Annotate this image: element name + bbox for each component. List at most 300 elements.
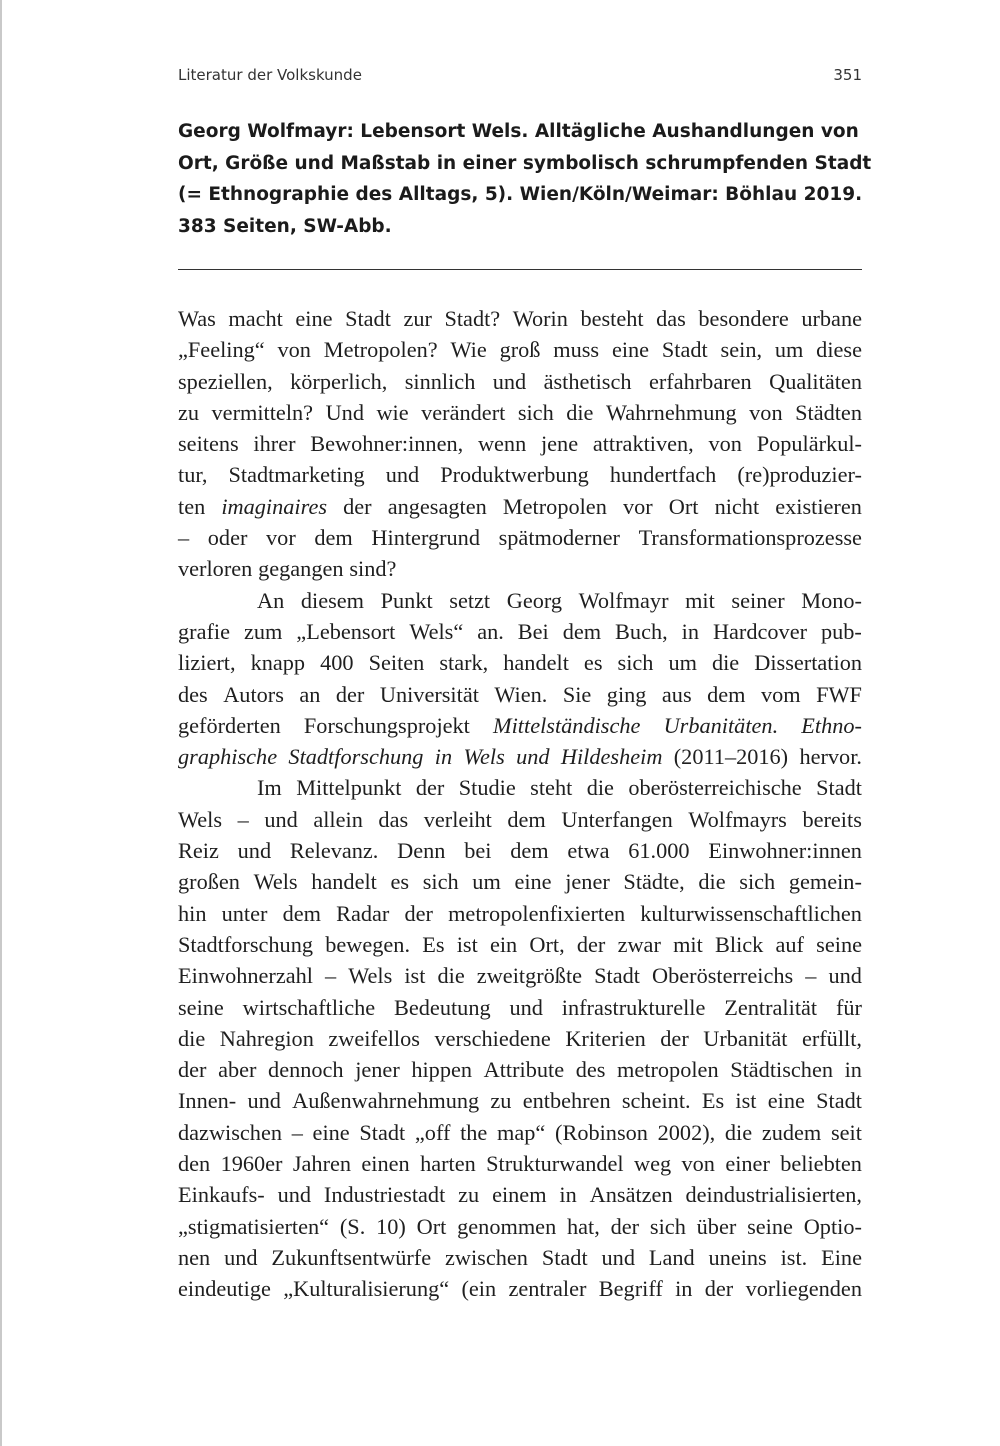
word: dennoch	[268, 1057, 344, 1083]
word: Mono-	[801, 587, 862, 613]
separator-rule	[178, 269, 862, 270]
word: seine	[178, 994, 224, 1020]
word: Land	[648, 1244, 695, 1270]
word: Blick	[715, 931, 764, 957]
word: Stadt	[541, 1244, 588, 1270]
italic-word: imaginaires	[221, 493, 328, 519]
word: Was	[178, 306, 216, 331]
word: muss	[553, 337, 600, 363]
word: die	[586, 775, 614, 801]
word: urbane	[801, 306, 862, 331]
word: aber	[218, 1057, 257, 1083]
word: eine	[295, 306, 333, 331]
word: es	[390, 869, 410, 895]
word: körperlich,	[290, 368, 388, 394]
word: knapp	[250, 650, 306, 676]
word: erfüllt,	[801, 1025, 862, 1051]
citation-line: Ort, Größe und Maßstab in einer symbolisch schrumpfenden Stadt	[178, 152, 872, 174]
word: Buch,	[615, 618, 668, 644]
word: verloren	[178, 556, 253, 582]
word: Einkaufs-	[178, 1182, 265, 1208]
word: der	[704, 1276, 734, 1302]
word: Autors	[223, 681, 284, 707]
word: Sie	[562, 681, 592, 707]
word: der	[335, 681, 365, 707]
word: einer	[725, 1151, 770, 1177]
word: Nahregion	[219, 1025, 314, 1051]
word: kulturwissenschaftlichen	[640, 900, 862, 926]
word: vom	[760, 681, 801, 707]
word: Mittelpunkt	[296, 775, 402, 801]
word: vermitteln?	[211, 399, 314, 425]
word: wie	[376, 399, 409, 425]
body-line	[178, 616, 862, 647]
word: Metropolen?	[323, 337, 438, 363]
word: Städten	[795, 399, 862, 425]
word: hundertfach	[609, 462, 717, 488]
word: Hardcover	[712, 618, 808, 644]
word: „Kulturalisierung“	[283, 1276, 450, 1302]
word: ein	[489, 931, 518, 957]
word: den	[178, 1151, 211, 1177]
word: deindustrialisierten,	[685, 1182, 862, 1208]
book-citation	[178, 116, 872, 242]
word: etwa	[567, 838, 610, 864]
word: und	[277, 1182, 312, 1208]
word: Wels	[348, 963, 393, 989]
word: Ort,	[529, 931, 565, 957]
italic-word: Stadtforschung	[288, 744, 424, 770]
italic-word: Mittelständische	[493, 712, 641, 738]
word: für	[835, 994, 862, 1020]
body-line	[178, 553, 862, 584]
word: setzt	[449, 587, 491, 613]
body-line	[178, 679, 862, 710]
word: „Feeling“	[178, 337, 265, 363]
word: Wels	[178, 806, 223, 832]
word: der	[576, 931, 606, 957]
word: (2011–2016)	[673, 744, 789, 770]
word: eindeutige	[178, 1276, 271, 1302]
italic-word: Hildesheim	[560, 744, 663, 770]
word: wenn	[477, 431, 527, 457]
word: bewegen.	[325, 931, 411, 957]
word: Forschungsprojekt	[303, 712, 470, 738]
word: „Lebensort	[296, 618, 396, 644]
word: verschiedene	[434, 1025, 551, 1051]
word: zwar	[617, 931, 661, 957]
body-line	[178, 1273, 862, 1304]
word: Wien.	[494, 681, 548, 707]
word: handelt	[503, 650, 569, 676]
body-line	[178, 929, 862, 960]
word: Transformationsprozesse	[638, 525, 862, 551]
body-line	[178, 1148, 862, 1179]
body-line	[178, 585, 862, 616]
word: seine	[747, 1213, 793, 1239]
word: harten	[420, 1151, 476, 1177]
word: Seiten	[368, 650, 425, 676]
word: zweitgrößte	[476, 963, 583, 989]
word: eine	[767, 1088, 805, 1114]
word: erfahrbaren	[648, 368, 752, 394]
word: mit	[673, 931, 703, 957]
word: Innen-	[178, 1088, 237, 1114]
word: mit	[685, 587, 715, 613]
word: dem	[707, 681, 746, 707]
word: Dissertation	[754, 650, 862, 676]
body-line	[178, 334, 862, 365]
word: die	[178, 1025, 206, 1051]
word: eine	[611, 337, 650, 363]
word: und	[509, 994, 543, 1020]
body-line	[178, 1117, 862, 1148]
body-line	[178, 960, 862, 991]
word: einem	[492, 1182, 547, 1208]
word: Georg	[506, 587, 563, 613]
running-head	[178, 66, 862, 88]
word: 10)	[376, 1213, 406, 1239]
body-line	[178, 1179, 862, 1210]
body-line	[178, 522, 862, 553]
word: einen	[361, 1151, 410, 1177]
body-line	[178, 992, 862, 1023]
word: es	[583, 650, 603, 676]
word: Stadt	[359, 1119, 406, 1145]
word: aus	[661, 681, 692, 707]
page-number: 351	[833, 66, 862, 84]
word: vor	[266, 525, 296, 551]
word: von	[681, 1151, 715, 1177]
word: zentraler	[508, 1276, 587, 1302]
word: spätmoderner	[498, 525, 620, 551]
word: (re)produzier-	[737, 462, 862, 488]
word: eine	[514, 869, 552, 895]
word: zu	[458, 1182, 480, 1208]
word: verleiht	[423, 806, 492, 832]
italic-word: Ethno-	[801, 712, 862, 738]
word: und	[264, 806, 298, 832]
word: nicht	[714, 493, 760, 519]
word: vor	[622, 493, 653, 519]
word: um	[472, 869, 501, 895]
word: grafie	[178, 618, 230, 644]
word: sinnlich	[404, 368, 476, 394]
word: dem	[562, 618, 602, 644]
word: hat,	[567, 1213, 600, 1239]
word: seiner	[731, 587, 785, 613]
word: sein,	[720, 337, 763, 363]
word: Industriestadt	[323, 1182, 446, 1208]
word: sich	[422, 869, 459, 895]
word: eine	[312, 1119, 350, 1145]
word: Es	[422, 931, 445, 957]
word: bereits	[802, 806, 862, 832]
word: (ein	[461, 1276, 497, 1302]
word: Es	[701, 1088, 725, 1114]
body-line	[178, 772, 862, 803]
word: und	[224, 1244, 258, 1270]
word: stark,	[439, 650, 489, 676]
word: handelt	[311, 869, 377, 895]
word: Populärkul-	[756, 431, 862, 457]
word: scheint.	[621, 1088, 691, 1114]
word: ging	[606, 681, 647, 707]
body-line	[178, 710, 862, 741]
word: und	[828, 963, 862, 989]
word: Bei	[517, 618, 549, 644]
word: FWF	[816, 681, 862, 707]
body-line	[178, 866, 862, 897]
word: hin	[178, 900, 207, 926]
word: Stadt	[345, 306, 391, 331]
word: „stigmatisierten“	[178, 1213, 330, 1239]
body-line	[178, 366, 862, 397]
word: zu	[490, 1088, 512, 1114]
body-line	[178, 1054, 862, 1085]
word: jener	[355, 1057, 400, 1083]
word: unter	[221, 900, 268, 926]
word: angesagten	[387, 493, 487, 519]
word: Hintergrund	[371, 525, 480, 551]
word: Zentralität	[724, 994, 818, 1020]
word: großen	[178, 869, 240, 895]
word: existieren	[775, 493, 862, 519]
italic-word: Urbanitäten.	[663, 712, 779, 738]
word: –	[237, 806, 249, 832]
word: sich	[617, 650, 654, 676]
word: Oberösterreichs	[652, 963, 794, 989]
word: pub-	[820, 618, 862, 644]
word: Im	[257, 775, 282, 801]
word: die	[566, 399, 594, 425]
word: und	[247, 1088, 281, 1114]
word: die	[711, 650, 740, 676]
word: gemein-	[788, 869, 862, 895]
word: (S.	[339, 1213, 366, 1239]
word: –	[291, 1119, 303, 1145]
word: Jahren	[292, 1151, 352, 1177]
word: entbehren	[522, 1088, 611, 1114]
word: –	[325, 963, 337, 989]
word: Stadt	[661, 337, 708, 363]
word: in	[559, 1182, 577, 1208]
word: beliebten	[780, 1151, 862, 1177]
word: dem	[507, 806, 546, 832]
word: vorliegenden	[745, 1276, 862, 1302]
word: in	[675, 1276, 693, 1302]
body-line	[178, 647, 862, 678]
word: Stadtforschung	[178, 931, 314, 957]
word: Bedeutung	[394, 994, 491, 1020]
word: Reiz	[178, 838, 219, 864]
word: map“	[497, 1119, 546, 1145]
word: Produktwerbung	[440, 462, 589, 488]
review-body	[178, 303, 862, 1305]
word: ist	[404, 963, 426, 989]
word: Stadt	[816, 1088, 862, 1114]
body-line	[178, 804, 862, 835]
word: besteht	[580, 306, 644, 331]
word: zwischen	[444, 1244, 528, 1270]
word: Wahrnehmung	[605, 399, 737, 425]
word: Wels	[253, 869, 298, 895]
word: und	[601, 1244, 635, 1270]
italic-word: in	[434, 744, 453, 770]
word: über	[696, 1213, 737, 1239]
word: zum	[243, 618, 283, 644]
word: Metropolen	[502, 493, 607, 519]
word: hippen	[411, 1057, 473, 1083]
word: bei	[464, 838, 492, 864]
word: uneins	[708, 1244, 767, 1270]
word: zudem	[761, 1119, 822, 1145]
word: Urbanität	[703, 1025, 788, 1051]
citation-line: Georg Wolfmayr: Lebensort Wels. Alltägliche Aushandlungen von	[178, 121, 859, 142]
word: und	[492, 368, 527, 394]
word: Kriterien	[565, 1025, 646, 1051]
word: Stadt?	[444, 306, 501, 331]
word: Und	[325, 399, 364, 425]
word: Städtischen	[730, 1057, 833, 1083]
word: sind?	[349, 556, 397, 582]
word: verändert	[421, 399, 506, 425]
word: wirtschaftliche	[242, 994, 376, 1020]
word: der	[415, 775, 445, 801]
running-head-title: Literatur der Volkskunde	[178, 66, 362, 84]
word: Worin	[512, 306, 568, 331]
word: Universität	[379, 681, 479, 707]
word: zu	[178, 399, 200, 425]
word: (Robinson	[555, 1119, 648, 1145]
word: steht	[530, 775, 573, 801]
word: weg	[633, 1151, 672, 1177]
word: seine	[816, 931, 862, 957]
word: metropolenfixierten	[448, 900, 626, 926]
word: jene	[540, 431, 579, 457]
word: Denn	[397, 838, 446, 864]
word: Ansätzen	[589, 1182, 673, 1208]
citation-line: (= Ethnographie des Alltags, 5). Wien/Köln/Weimar: Böhlau 2019.	[178, 184, 863, 205]
word: die	[724, 1119, 753, 1145]
word: sich	[739, 869, 776, 895]
word: Optio-	[803, 1213, 862, 1239]
word: 61.000	[628, 838, 690, 864]
word: Außenwahrnehmung	[292, 1088, 480, 1114]
word: von	[749, 399, 783, 425]
word: die	[698, 869, 726, 895]
word: geförderten	[178, 712, 281, 738]
word: „off	[414, 1119, 451, 1145]
word: ten	[178, 493, 206, 519]
word: sich	[649, 1213, 686, 1239]
word: macht	[228, 306, 283, 331]
word: An	[257, 587, 285, 613]
word: Wolfmayr	[578, 587, 669, 613]
word: Attribute	[483, 1057, 565, 1083]
word: Einwohnerzahl	[178, 963, 313, 989]
word: ästhetisch	[543, 368, 632, 394]
word: jener	[565, 869, 610, 895]
word: zur	[403, 306, 432, 331]
word: das	[378, 806, 409, 832]
italic-word: graphische	[178, 744, 278, 770]
body-line	[178, 428, 862, 459]
citation-line: 383 Seiten, SW-Abb.	[178, 215, 392, 237]
word: Qualitäten	[769, 368, 862, 394]
word: ist	[456, 931, 478, 957]
body-line	[178, 303, 862, 334]
word: dem	[314, 525, 353, 551]
word: der	[610, 1213, 640, 1239]
word: des	[178, 681, 208, 707]
word: Relevanz.	[289, 838, 379, 864]
word: in	[681, 618, 699, 644]
word: das	[656, 306, 686, 331]
word: seit	[830, 1119, 862, 1145]
word: 1960er	[220, 1151, 283, 1177]
italic-word: und	[516, 744, 550, 770]
body-line	[178, 1211, 862, 1242]
word: ist.	[780, 1244, 808, 1270]
word: 400	[320, 650, 354, 676]
word: hervor.	[799, 744, 862, 770]
word: oder	[207, 525, 248, 551]
word: Städte,	[623, 869, 685, 895]
body-line	[178, 1242, 862, 1273]
page-edge-rule	[0, 0, 2, 1446]
word: tur,	[178, 462, 208, 488]
word: –	[178, 525, 190, 551]
word: in	[844, 1057, 862, 1083]
word: der	[404, 900, 433, 926]
word: ist	[735, 1088, 757, 1114]
word: an	[299, 681, 321, 707]
word: und	[385, 462, 420, 488]
word: metropolen	[617, 1057, 719, 1083]
word: des	[575, 1057, 606, 1083]
word: liziert,	[178, 650, 236, 676]
body-line	[178, 835, 862, 866]
word: nen	[178, 1244, 211, 1270]
word: um	[774, 337, 804, 363]
word: Unterfangen	[561, 806, 673, 832]
word: Eine	[821, 1244, 862, 1270]
word: Punkt	[380, 587, 433, 613]
word: an.	[477, 618, 504, 644]
word: Ort	[416, 1213, 447, 1239]
word: und	[237, 838, 272, 864]
word: ihrer	[253, 431, 296, 457]
body-line	[178, 459, 862, 490]
word: dem	[282, 900, 321, 926]
word: von	[277, 337, 311, 363]
word: oberösterreichische	[628, 775, 802, 801]
word: Stadt	[816, 775, 862, 801]
word: Studie	[458, 775, 516, 801]
word: Wie	[450, 337, 487, 363]
italic-word: Wels	[463, 744, 505, 770]
word: Ort	[668, 493, 699, 519]
word: Begriff	[598, 1276, 663, 1302]
word: speziellen,	[178, 368, 273, 394]
body-line	[178, 898, 862, 929]
word: Wolfmayrs	[688, 806, 787, 832]
word: der	[178, 1057, 207, 1083]
word: Zukunftsentwürfe	[271, 1244, 432, 1270]
word: attraktiven,	[592, 431, 694, 457]
word: Stadt	[594, 963, 640, 989]
